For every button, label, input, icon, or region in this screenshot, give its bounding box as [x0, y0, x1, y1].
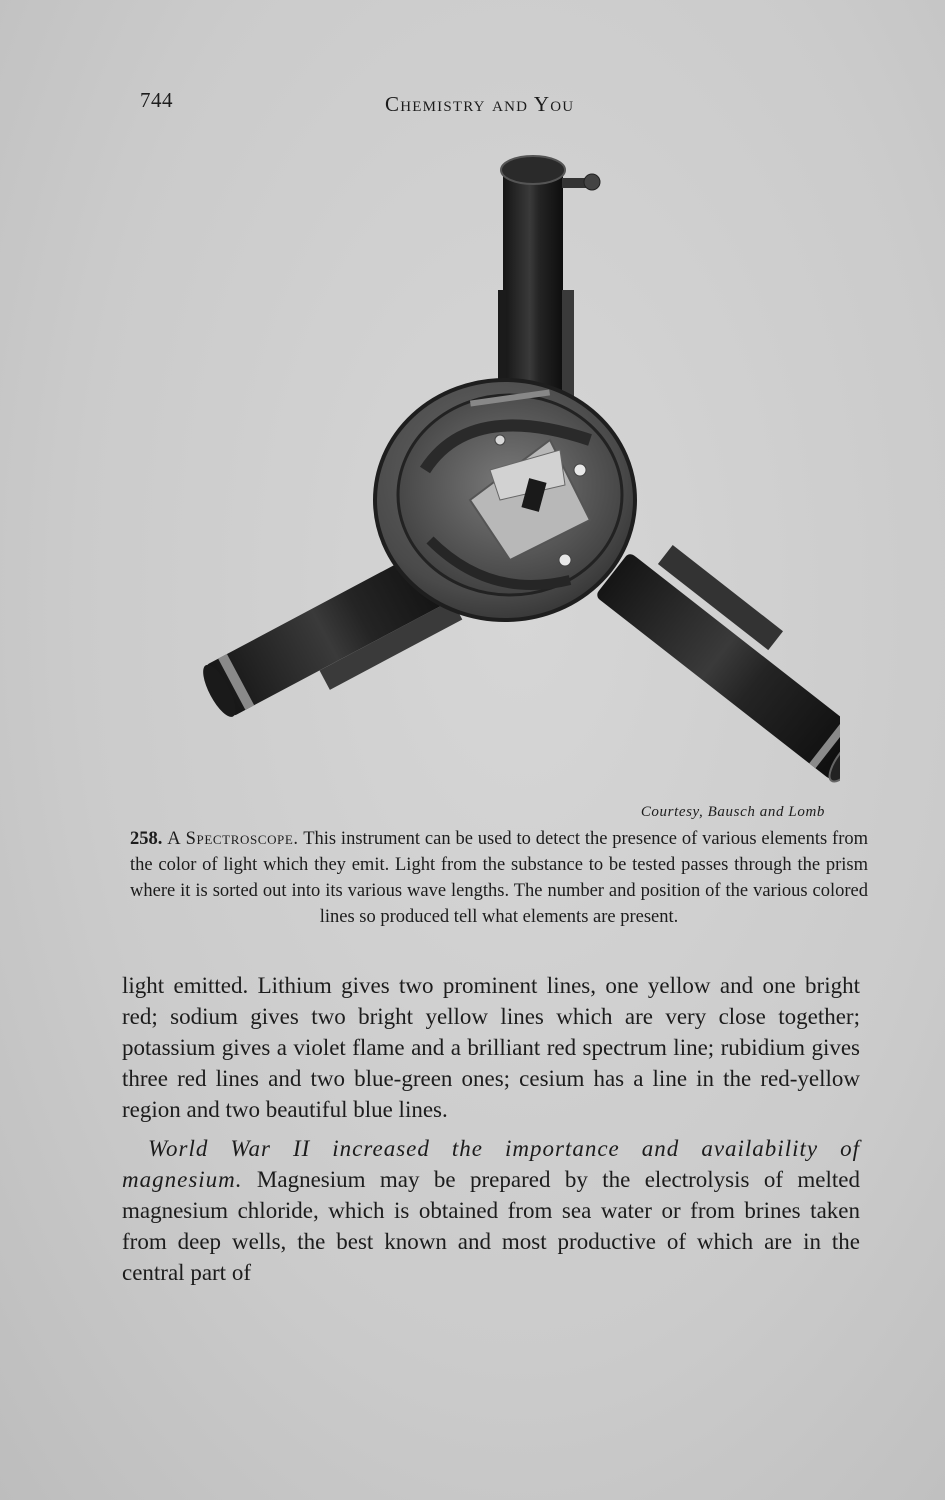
- spectroscope-photo: [170, 140, 840, 800]
- running-head: Chemistry and You: [385, 92, 575, 116]
- caption-number: 258.: [130, 829, 163, 849]
- right-tube: [595, 527, 840, 787]
- paragraph-spectra: light emitted. Lithium gives two prominent lines, one yellow and one bright red; sodium gives two bright yellow lines which are very close together; potassium gives a violet flame and a brilliant red spectrum line; rubidium gives three red lines and two blue-green ones; cesium has a line in the red-yellow region and two beautiful blue lines.: [122, 973, 860, 1122]
- paragraph-lead-italic: World War II increased the importance and availability of magnesium.: [122, 1136, 860, 1192]
- spectroscope-illustration: [170, 140, 840, 800]
- body-text: [122, 970, 860, 1288]
- paragraph-rest: Magnesium may be prepared by the electrolysis of melted magnesium chloride, which is obtained from sea water or from brines taken from deep wells, the best known and most productive of which are in the central part of: [122, 1167, 860, 1285]
- prism-housing: [375, 380, 635, 620]
- page-number: 744: [140, 88, 173, 112]
- paragraph-magnesium: [122, 1133, 860, 1288]
- caption-text: This instrument can be used to detect the presence of various elements from the color of light which they emit. Light from the substance to be tested passes through the prism where it is sorted out into its various wave lengths. The number and position of the various colored lines so produced tell what elements are present.: [130, 829, 868, 927]
- figure-caption: [130, 826, 868, 930]
- caption-title: A Spectroscope.: [167, 829, 299, 849]
- photo-credit: Courtesy, Bausch and Lomb: [640, 804, 825, 820]
